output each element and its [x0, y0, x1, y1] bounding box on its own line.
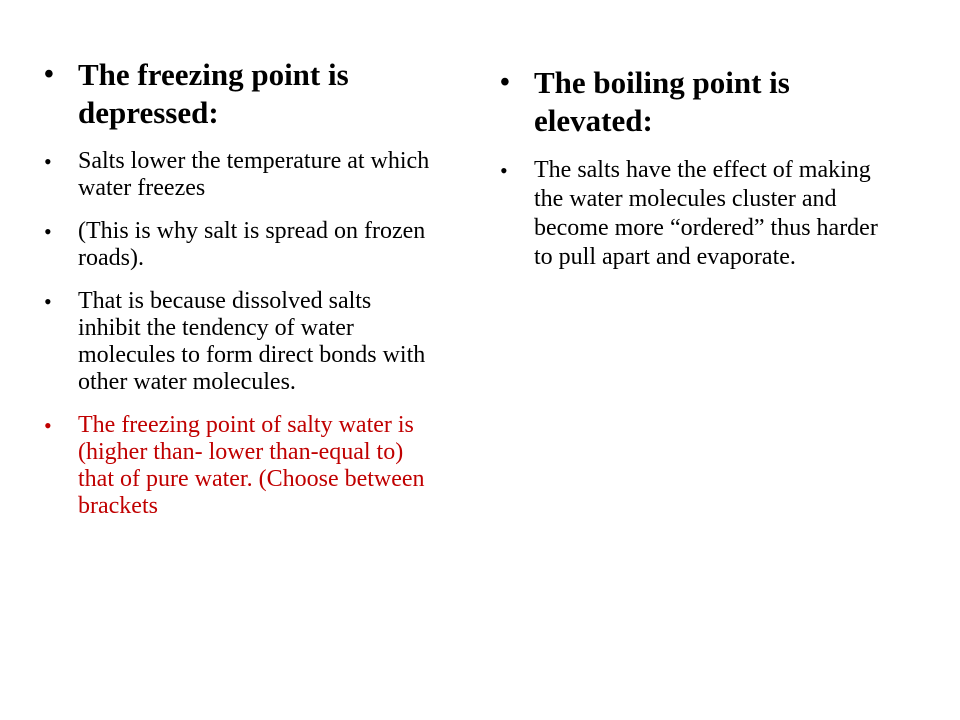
heading-text: The boiling point is elevated: — [534, 65, 790, 138]
list-item — [44, 288, 434, 396]
bullet-icon: • — [44, 289, 52, 314]
list-item-text: Salts lower the temperature at which water freezes — [78, 148, 430, 201]
list-item-text: That is because dissolved salts inhibit the tendency of water molecules to form direct bonds with other water molecules. — [78, 288, 426, 395]
question-text: The freezing point of salty water is (higher than- lower than-equal to) that of pure water. (Choose between brackets — [78, 412, 425, 519]
list-item — [44, 148, 434, 202]
freezing-point-heading — [44, 56, 434, 132]
bullet-icon: • — [44, 219, 52, 244]
right-column — [500, 64, 890, 288]
boiling-point-heading — [500, 64, 890, 140]
heading-text: The freezing point is depressed: — [78, 57, 349, 130]
bullet-icon: • — [500, 158, 508, 183]
list-item — [500, 156, 890, 272]
bullet-icon: • — [44, 149, 52, 174]
list-item-text: The salts have the effect of making the water molecules cluster and become more “ordered” thus harder to pull apart and evaporate. — [534, 157, 878, 270]
bullet-icon: • — [500, 67, 510, 98]
left-column — [44, 56, 434, 536]
list-item-text: (This is why salt is spread on frozen roads). — [78, 218, 426, 271]
question-item — [44, 412, 434, 520]
bullet-icon: • — [44, 59, 54, 90]
bullet-icon: • — [44, 413, 52, 438]
list-item — [44, 218, 434, 272]
